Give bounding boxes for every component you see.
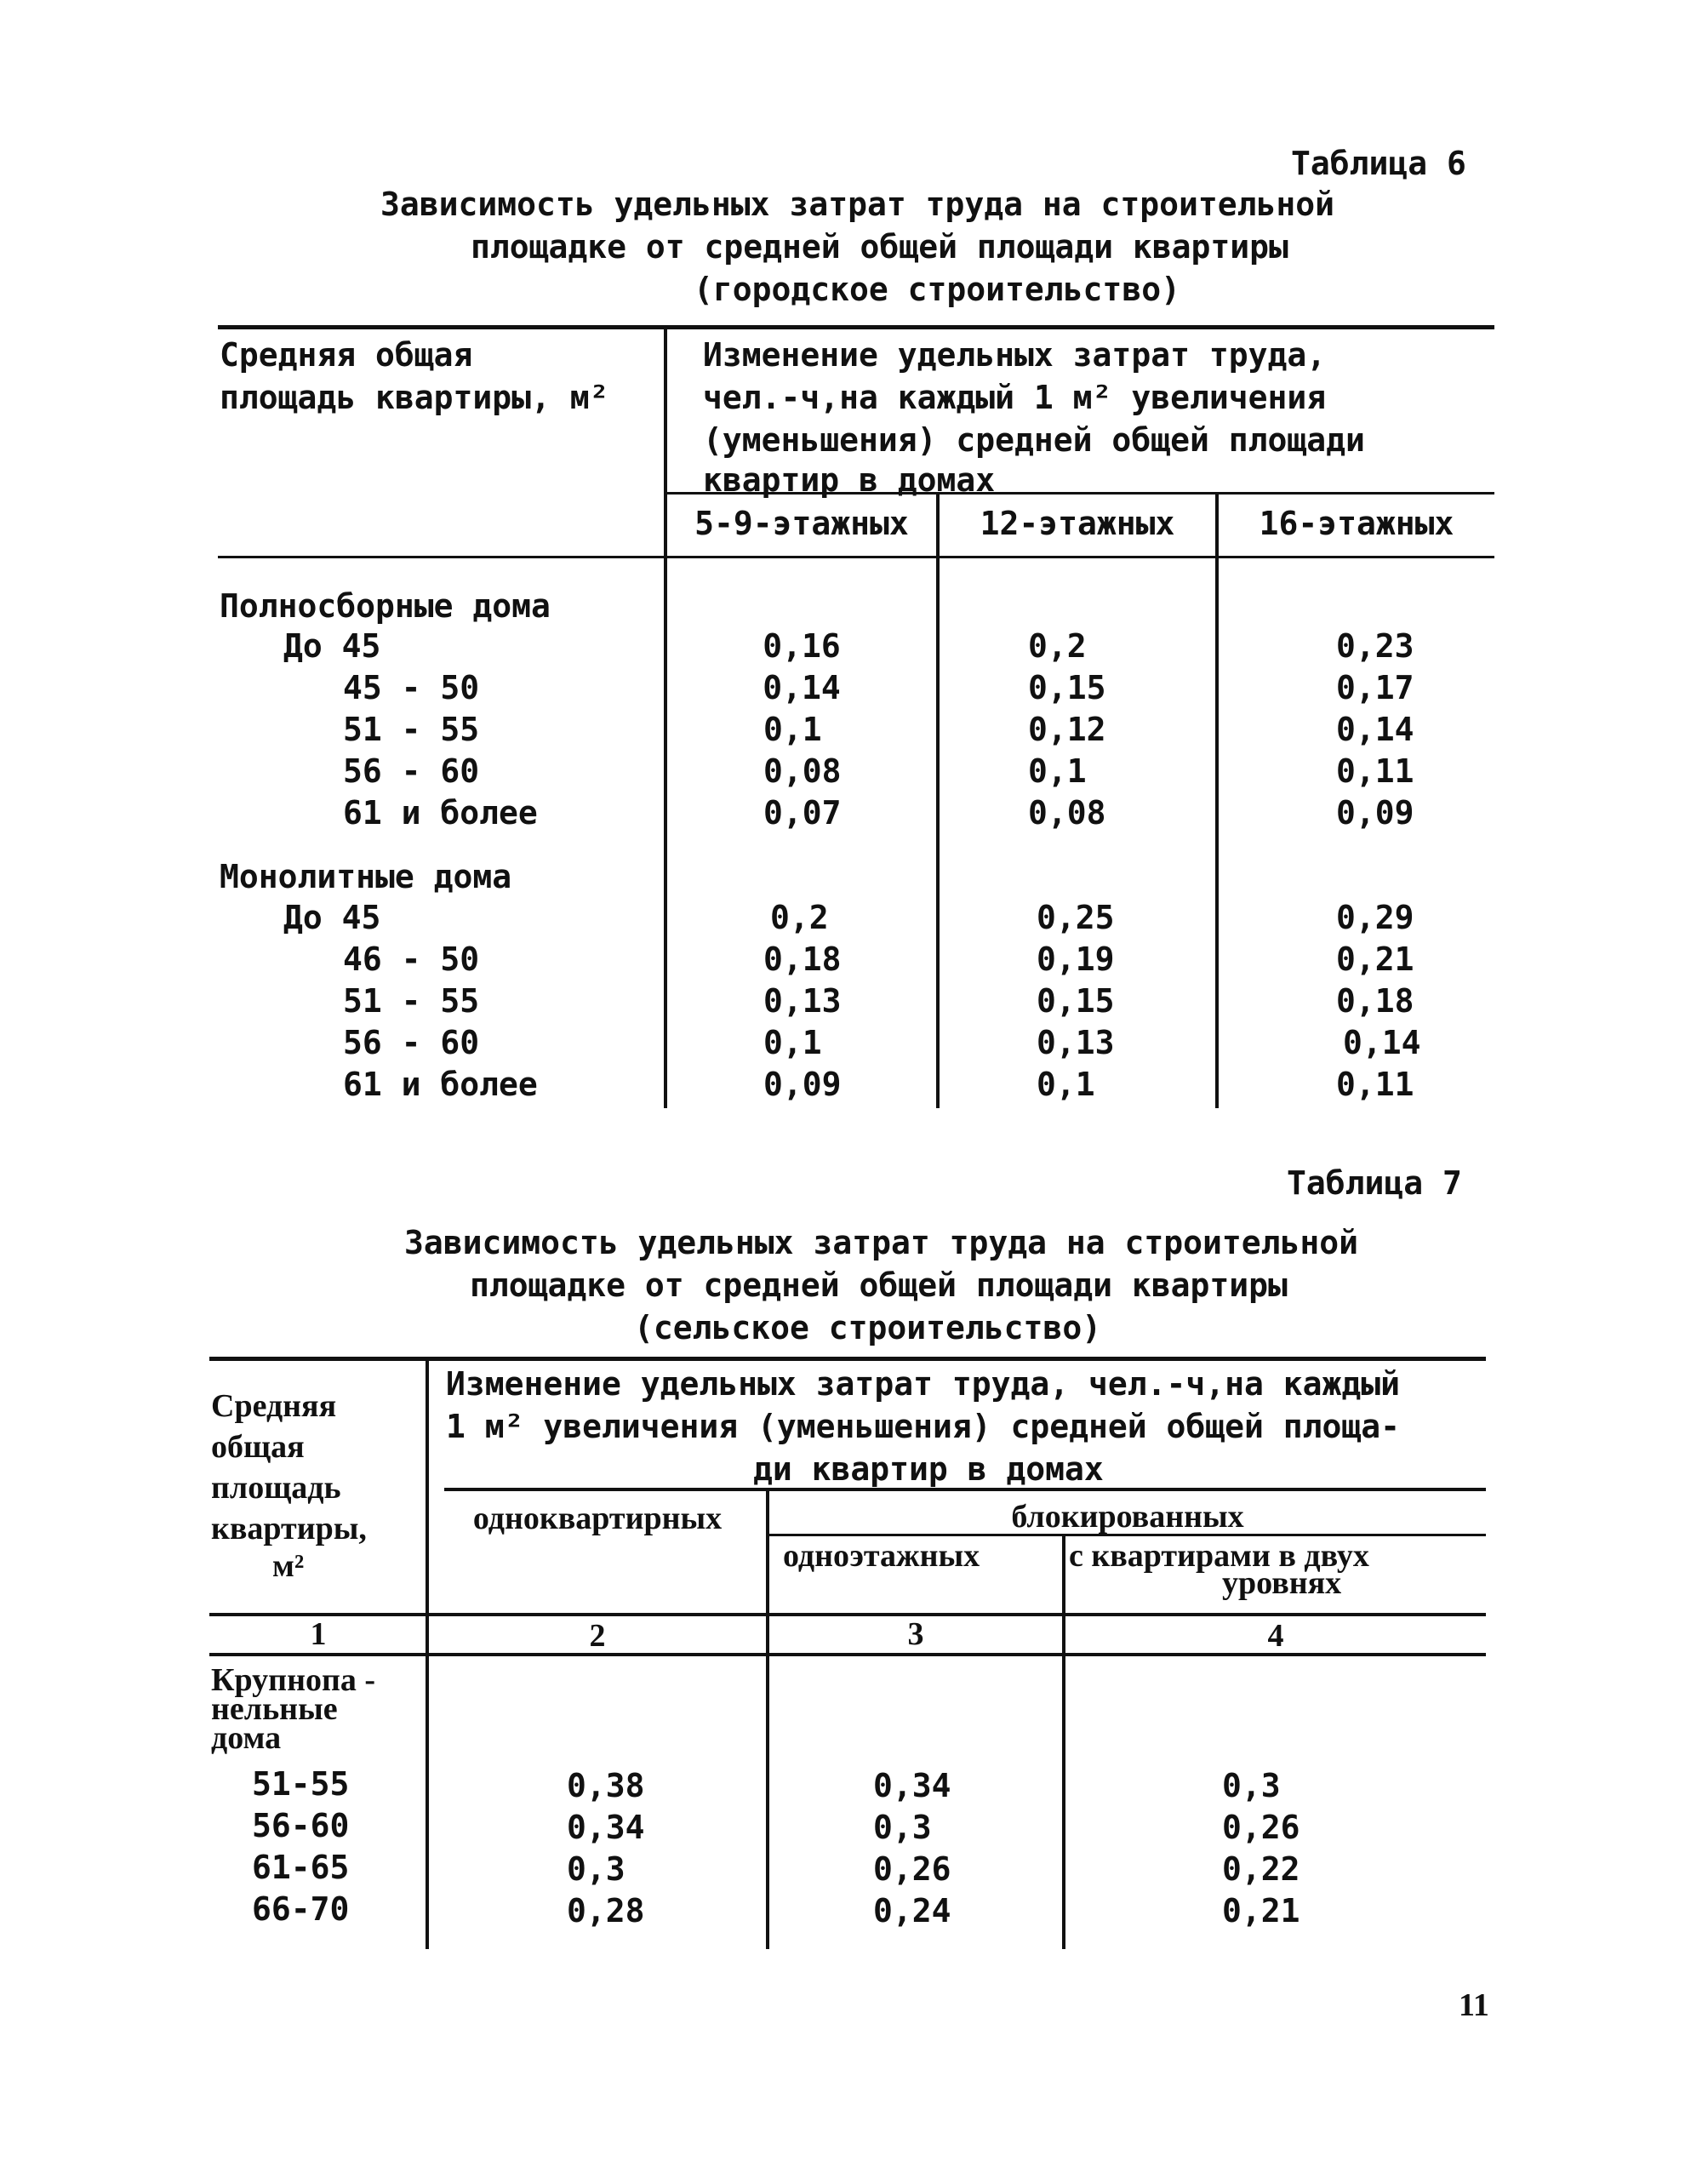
cell-value: 0,14 (1343, 1024, 1421, 1061)
table7-col0-header-line5: м² (272, 1548, 305, 1584)
table6-label: Таблица 6 (1291, 145, 1466, 182)
table6-vline-2 (936, 494, 940, 1108)
cell-value: 0,3 (1222, 1767, 1281, 1804)
cell-value: 0,13 (763, 982, 842, 1020)
cell-value: 0,08 (763, 752, 842, 790)
table7-title-line2: площадке от средней общей площади квартиры (470, 1266, 1288, 1304)
table7-col-one-floor-header: одноэтажных (783, 1538, 980, 1574)
cell-value: 0,13 (1037, 1024, 1115, 1061)
cell-value: 0,2 (770, 899, 829, 936)
table7-col-single-header: одноквартирных (472, 1501, 723, 1536)
cell-value: 0,18 (763, 940, 842, 978)
row-label: 56-60 (252, 1807, 350, 1844)
table7-span-header-line2: 1 м² увеличения (уменьшения) средней общей площа- (446, 1408, 1401, 1445)
cell-value: 0,15 (1028, 669, 1106, 706)
cell-value: 0,23 (1336, 627, 1414, 665)
table7-col-blocked-header: блокированных (1011, 1499, 1244, 1535)
cell-value: 0,09 (1336, 794, 1414, 832)
table6-vline-1 (664, 327, 667, 1108)
row-label: 61 и более (343, 1066, 538, 1103)
cell-value: 0,26 (873, 1850, 951, 1888)
table7-label: Таблица 7 (1287, 1164, 1462, 1202)
table6-vline-3 (1215, 494, 1219, 1108)
table7-vline-2 (766, 1489, 769, 1949)
cell-value: 0,2 (1028, 627, 1087, 665)
cell-value: 0,3 (567, 1850, 626, 1888)
cell-value: 0,1 (1028, 752, 1087, 790)
row-label: До 45 (283, 899, 381, 936)
table6-section-title: Монолитные дома (220, 858, 512, 895)
row-label: 46 - 50 (343, 940, 480, 978)
table6-col0-header-line2: площадь квартиры, м² (220, 379, 609, 416)
cell-value: 0,16 (763, 627, 841, 665)
table7-col0-header-line4: квартиры, (211, 1511, 367, 1546)
cell-value: 0,14 (1336, 711, 1414, 748)
table6-span-header-line4: квартир в домах (703, 461, 996, 499)
table7-section-title-line1: Крупнопа - (211, 1662, 376, 1698)
cell-value: 0,24 (873, 1892, 951, 1929)
cell-value: 0,15 (1037, 982, 1115, 1020)
table6-col-header-3: 16-этажных (1259, 505, 1454, 542)
table6-top-rule (218, 325, 1494, 329)
table6-span-header-line2: чел.-ч,на каждый 1 м² увеличения (703, 379, 1327, 416)
cell-value: 0,34 (567, 1809, 645, 1846)
table6-title-line3: (городское строительство) (694, 271, 1180, 308)
table6-section-title: Полносборные дома (220, 587, 551, 625)
table7-title-line3: (сельское строительство) (634, 1309, 1102, 1346)
table7-col-number-2: 2 (589, 1618, 606, 1654)
cell-value: 0,1 (763, 1024, 822, 1061)
row-label: 66-70 (252, 1890, 350, 1928)
table6-header-bottom-rule (218, 556, 1494, 558)
table7-span-split-rule (444, 1488, 1486, 1491)
table6-col-header-1: 5-9-этажных (694, 505, 909, 542)
table6-span-header-line3: (уменьшения) средней общей площади (703, 421, 1365, 459)
table7-vline-3 (1062, 1535, 1065, 1949)
cell-value: 0,38 (567, 1767, 645, 1804)
row-label: До 45 (283, 627, 381, 665)
table7-col-two-levels-header-line2: уровнях (1222, 1565, 1342, 1601)
cell-value: 0,1 (763, 711, 822, 748)
cell-value: 0,14 (763, 669, 841, 706)
table7-top-rule (209, 1357, 1486, 1361)
table7-col-number-1: 1 (310, 1616, 327, 1652)
cell-value: 0,34 (873, 1767, 951, 1804)
table7-col-number-3: 3 (907, 1616, 924, 1652)
row-label: 56 - 60 (343, 752, 480, 790)
cell-value: 0,12 (1028, 711, 1106, 748)
row-label: 61 и более (343, 794, 538, 832)
table6-span-header-line1: Изменение удельных затрат труда, (703, 336, 1327, 374)
row-label: 61-65 (252, 1849, 350, 1886)
cell-value: 0,21 (1336, 940, 1414, 978)
cell-value: 0,17 (1336, 669, 1414, 706)
cell-value: 0,3 (873, 1809, 932, 1846)
cell-value: 0,25 (1037, 899, 1115, 936)
cell-value: 0,28 (567, 1892, 645, 1929)
cell-value: 0,11 (1336, 752, 1414, 790)
table7-span-header-line1: Изменение удельных затрат труда, чел.-ч,на каждый (446, 1365, 1401, 1403)
table7-section-title-line3: дома (211, 1720, 282, 1756)
table7-section-title-line2: нельные (211, 1691, 338, 1727)
cell-value: 0,1 (1037, 1066, 1095, 1103)
cell-value: 0,26 (1222, 1809, 1300, 1846)
row-label: 51-55 (252, 1765, 350, 1803)
row-label: 51 - 55 (343, 982, 480, 1020)
table6-col0-header-line1: Средняя общая (220, 336, 473, 374)
table6-col-header-2: 12-этажных (980, 505, 1175, 542)
cell-value: 0,19 (1037, 940, 1115, 978)
row-label: 56 - 60 (343, 1024, 480, 1061)
table7-col-number-4: 4 (1267, 1618, 1284, 1654)
row-label: 51 - 55 (343, 711, 480, 748)
page-number: 11 (1459, 1987, 1489, 2023)
table7-col0-header-line2: общая (211, 1429, 305, 1465)
table6-title-line2: площадке от средней общей площади квартиры (471, 228, 1288, 266)
table7-title-line1: Зависимость удельных затрат труда на строительной (404, 1224, 1359, 1261)
cell-value: 0,11 (1336, 1066, 1414, 1103)
row-label: 45 - 50 (343, 669, 480, 706)
cell-value: 0,21 (1222, 1892, 1300, 1929)
table7-col-two-levels-header-line1: с квартирами в двух (1069, 1538, 1369, 1574)
cell-value: 0,07 (763, 794, 842, 832)
table7-span-header-line3: ди квартир в домах (753, 1450, 1104, 1488)
cell-value: 0,08 (1028, 794, 1106, 832)
cell-value: 0,22 (1222, 1850, 1300, 1888)
cell-value: 0,18 (1336, 982, 1414, 1020)
table7-col0-header-line1: Средняя (211, 1388, 337, 1424)
table6-title-line1: Зависимость удельных затрат труда на строительной (380, 186, 1335, 223)
table7-col0-header-line3: площадь (211, 1470, 341, 1506)
cell-value: 0,29 (1336, 899, 1414, 936)
cell-value: 0,09 (763, 1066, 842, 1103)
